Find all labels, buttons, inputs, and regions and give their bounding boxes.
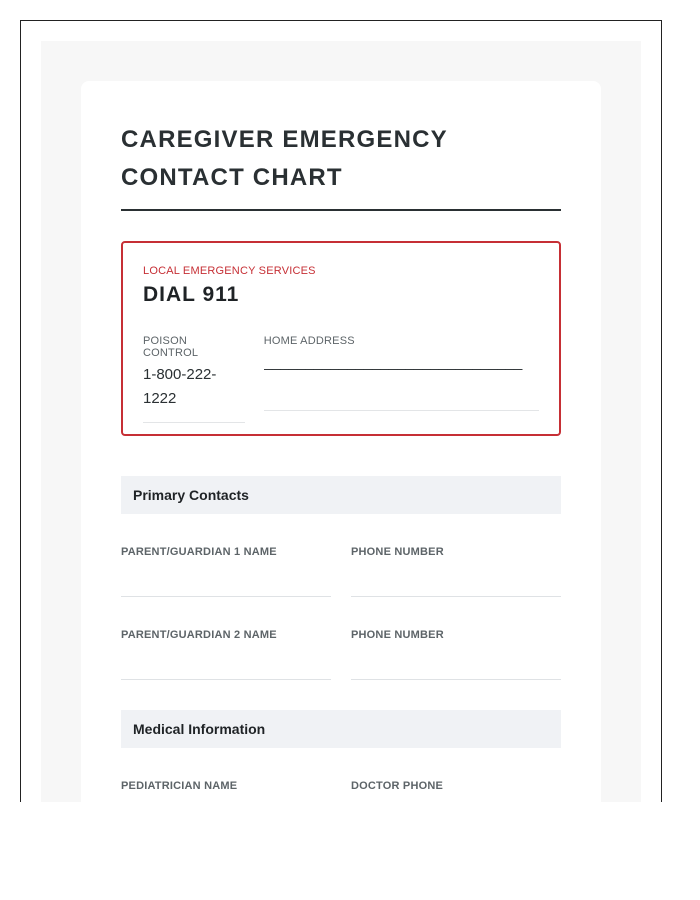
guardian-2-name-label: PARENT/GUARDIAN 2 NAME (121, 629, 277, 641)
document-frame (20, 20, 662, 802)
poison-control-value: 1-800-222-1222 (143, 363, 245, 423)
guardian-2-row (121, 629, 561, 680)
home-address-field[interactable] (264, 335, 539, 423)
section-header-medical-information: Medical Information (121, 710, 561, 748)
emergency-dial-number: DIAL 911 (143, 283, 240, 306)
pediatrician-name-label: PEDIATRICIAN NAME (121, 780, 238, 792)
guardian-1-phone-field[interactable] (351, 546, 561, 597)
guardian-2-name-line[interactable] (121, 679, 331, 680)
guardian-2-phone-line[interactable] (351, 679, 561, 680)
pediatrician-row (121, 780, 561, 802)
contact-chart-card (81, 81, 601, 802)
emergency-box (121, 241, 561, 436)
section-header-primary-contacts: Primary Contacts (121, 476, 561, 514)
doctor-phone-field[interactable] (351, 780, 561, 802)
guardian-2-name-field[interactable] (121, 629, 331, 680)
guardian-2-phone-label: PHONE NUMBER (351, 629, 444, 641)
card-content (121, 121, 561, 802)
guardian-1-phone-label: PHONE NUMBER (351, 546, 444, 558)
guardian-1-name-line[interactable] (121, 596, 331, 597)
poison-control-label: POISON CONTROL (143, 335, 199, 359)
home-address-label: HOME ADDRESS (263, 335, 355, 347)
guardian-1-phone-line[interactable] (351, 596, 561, 597)
emergency-services-label: LOCAL EMERGENCY SERVICES (143, 265, 316, 277)
page-title: CAREGIVER EMERGENCY CONTACT CHART (121, 126, 448, 191)
poison-control-field (143, 335, 245, 423)
home-address-value[interactable]: _______________________________ (264, 351, 539, 411)
guardian-1-name-label: PARENT/GUARDIAN 1 NAME (121, 546, 277, 558)
title-divider (121, 209, 561, 211)
doctor-phone-label: DOCTOR PHONE (351, 780, 444, 792)
guardian-2-phone-field[interactable] (351, 629, 561, 680)
guardian-1-name-field[interactable] (121, 546, 331, 597)
emergency-details-row (143, 335, 539, 423)
guardian-1-row (121, 546, 561, 597)
pediatrician-name-field[interactable] (121, 780, 331, 802)
page-background (41, 41, 641, 802)
